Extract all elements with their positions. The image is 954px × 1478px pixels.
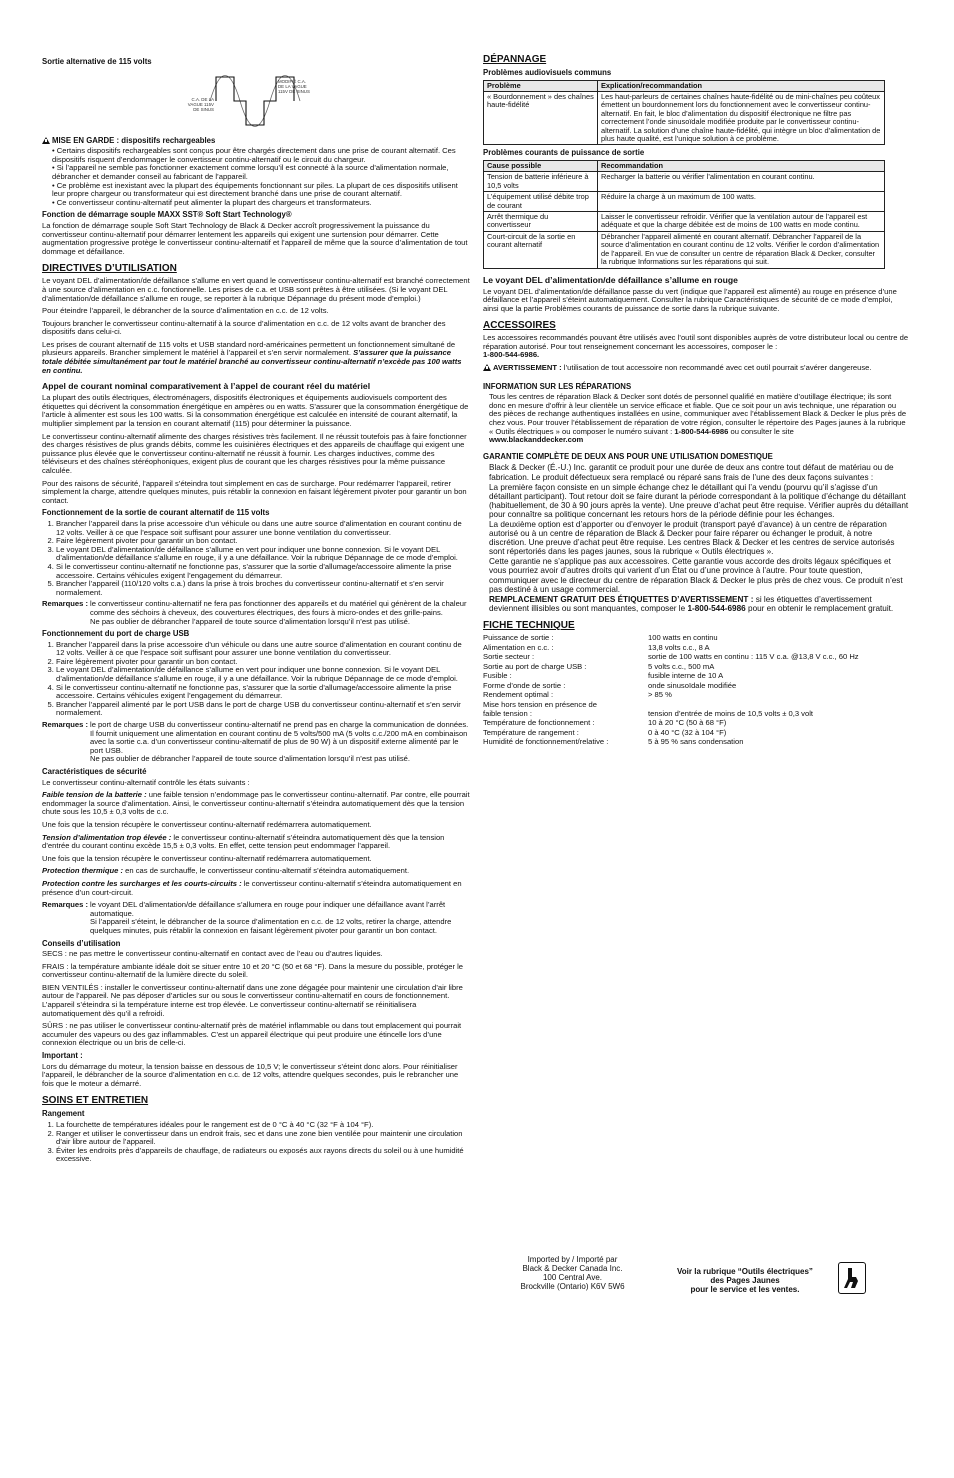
- remarques-label: Remarques :: [42, 720, 89, 730]
- list-item: 4. Si le convertisseur continu-alternatif ne fonctionne pas, s’assurer que la sortie d’allumage/accessoire alimente la prise accessoire. Certains véhicules exigent l’engagement du démarreur.: [56, 563, 470, 580]
- list-item: • Ce problème est inexistant avec la plupart des équipements fonctionnant sur piles. La plupart de ces dispositifs utilisent leur propre chargeur ou transformateur qui est directement branché dans une prise de courant alternatif.: [52, 182, 470, 199]
- paragraph: La première façon consiste en un simple échange chez le détaillant qui l’a vendu (pourvu qu’il s’agisse d’un détaillant participant). Tout retour doit se faire durant la période correspondant à la politique d’échange du détaillant (habituellement, de 30 à 90 jours après la vente). Une preuve d’achat peut être requise. Vérifier auprès du détaillant pour connaître sa politique concernant les retours hors de la période définie pour les échanges.: [489, 482, 909, 519]
- paragraph: Le convertisseur continu-alternatif alimente des charges résistives très facilement. Il ne réussit toutefois pas à faire fonctionner des charges résistives de plus grands débits, comme les cuisinières électriques et des appareils de chauffage qui exigent une puissance plus élevée que le convertisseur continu-alternatif ne réussit à fournir. Les charges inductives, comme des téléviseurs et des chaînes stéréophoniques, exigent plus de courant que les charges résistives pour la même puissance calculée.: [42, 431, 467, 475]
- importer-address: [505, 1255, 640, 1291]
- remark: Si l’appareil s’éteint, le débrancher de la source d’alimentation en c.c. de 12 volts, retirer la charge, attendre quelques minutes, puis rétablir la connexion en faisant légèrement pivoter pour garantir un bon contact.: [90, 917, 452, 935]
- spec-label: Température de rangement :: [483, 727, 579, 737]
- paragraph: BIEN VENTILÉS : installer le convertisseur continu-alternatif dans une zone dégagée pour maintenir une circulation d’air libre autour de l’appareil. Ne pas déposer d’articles sur ou sous le convertisseur continu-alternatif en cours de fonctionnement. L’appareil s’éteindra si la température interne est trop élevée. Le convertisseur continu-alternatif se réinitialisera automatiquement dès qu’il a refroidi.: [42, 982, 463, 1018]
- paragraph: Black & Decker (É.-U.) Inc. garantit ce produit pour une durée de deux ans contre tout défaut de matériau ou de fabrication. Le produit défectueux sera remplacé ou réparé sans frais de l’une des deux façons suivantes :: [489, 463, 894, 482]
- footer: [505, 1255, 915, 1301]
- paragraph: Les prises de courant alternatif de 115 volts et USB standard nord-américaines permettent un fonctionnement simultané de plusieurs appareils. Brancher simplement le matériel à l’appareil et s’en servir normalement. S’assurer que la puissance totale débitée simultanément par tout le matériel branché au convertisseur continu-alternatif n’excède pas 100 watts en continu.: [42, 339, 462, 375]
- appel-title: Appel de courant nominal comparativement à l’appel de courant réel du matériel: [42, 381, 371, 392]
- table-cell: Réduire la charge à un maximum de 100 watts.: [598, 192, 885, 212]
- list-item: 2. Ranger et utiliser le convertisseur dans un endroit frais, sec et dans une zone bien ventilée pour maintenir une circulation d’air libre autour de l’appareil.: [56, 1130, 470, 1147]
- spec-label: Température de fonctionnement :: [483, 718, 595, 728]
- spec-value: 0 à 40 °C (32 à 104 °F): [648, 727, 727, 737]
- mise-en-garde-title: MISE EN GARDE : dispositifs rechargeables: [42, 137, 470, 146]
- yellow-pages-walking-fingers-icon: [838, 1262, 866, 1294]
- paragraph: SECS : ne pas mettre le convertisseur continu-alternatif en contact avec de l’eau ou d’autres liquides.: [42, 949, 383, 959]
- table-cell: L’équipement utilisé débite trop de courant: [484, 192, 598, 212]
- paragraph: Toujours brancher le convertisseur continu-alternatif à la source d’alimentation en c.c. de 12 volts avant de brancher des dispositifs dans celui-ci.: [42, 318, 446, 337]
- directives-title: DIRECTIVES D’UTILISATION: [42, 263, 177, 275]
- yellow-pages-note: [650, 1267, 840, 1294]
- wave-label-sine: C.A. DE LA VAGUE 115V DE SINUS: [187, 96, 214, 112]
- accessoires-title: ACCESSOIRES: [483, 320, 556, 332]
- list-item: 4. Si le convertisseur continu-alternatif ne fonctionne pas, s’assurer que la sortie d’allumage/accessoire alimente la prise accessoire. Certains véhicules exigent l’engagement du démarreur.: [56, 684, 470, 701]
- right-column: [483, 54, 909, 747]
- table-row: [484, 92, 885, 145]
- table-row: [484, 192, 885, 212]
- waveform-diagram: [187, 71, 332, 131]
- list-item: 2. Faire légèrement pivoter pour garantir un bon contact.: [56, 537, 470, 546]
- note-line: pour le service et les ventes.: [690, 1285, 800, 1294]
- spec-label: Puissance de sortie :: [483, 632, 554, 642]
- spec-value: 100 watts en continu: [648, 632, 718, 642]
- audio-title: Problèmes audiovisuels communs: [483, 68, 612, 77]
- list-item: • Si l’appareil ne semble pas fonctionner exactement comme lorsqu’il est connecté à la source d’alimentation normale, débrancher et demander conseil au fabricant de l’appareil.: [52, 164, 470, 181]
- spec-value: 5 volts c.c., 500 mA: [648, 661, 715, 671]
- wave-label-modified: MODIFIÉ C.A. DE LA VAGUE 115V DE SINUS: [278, 78, 310, 94]
- usb-title: Fonctionnement du port de charge USB: [42, 629, 190, 639]
- table-cell: Laisser le convertisseur refroidir. Vérifier que la ventilation autour de l’appareil est adéquate et que la charge débitée est de moins de 100 watts en mode continu.: [598, 212, 885, 232]
- paragraph: Tous les centres de réparation Black & Decker sont dotés de personnel qualifié en matière d’outillage électrique; ils sont donc en mesure d’offrir à leur clientèle un service efficace et fiable. Que ce soit pour un avis technique, une réparation ou des pièces de rechange authentiques installées en usine, communiquer avec l’établissement Black & Decker le plus près de chez vous. Pour trouver l’établissement de réparation de votre région, consulter le répertoire des Pages jaunes à la rubrique « Outils électriques » ou composer le numéro suivant : 1-800-544-6986 ou consulter le site www.blackanddecker.com: [489, 392, 907, 445]
- table-header: Explication/recommandation: [598, 80, 885, 91]
- spec-label: Mise hors tension en présence de faible tension :: [483, 700, 597, 718]
- info-title: INFORMATION SUR LES RÉPARATIONS: [483, 381, 632, 391]
- voyant-title: Le voyant DEL d’alimentation/de défaillance s’allume en rouge: [483, 274, 738, 285]
- paragraph: AVERTISSEMENT : l’utilisation de tout accessoire non recommandé avec cet outil pourrait s’avérer dangereuse.: [483, 364, 909, 373]
- list-item: 3. Éviter les endroits près d’appareils de chauffage, de radiateurs ou exposés aux rayons directs du soleil ou à une humidité excessive.: [56, 1147, 470, 1164]
- paragraph: Une fois que la tension récupère le convertisseur continu-alternatif redémarrera automatiquement.: [42, 819, 372, 829]
- list-item: 1. Brancher l’appareil dans la prise accessoire d’un véhicule ou dans une autre source d’alimentation en courant continu de 12 volts. Veiller à ce que l’espace soit suffisant pour assurer une bonne ventilation du convertisseur.: [56, 641, 470, 658]
- note-line: Voir la rubrique “Outils électriques”: [677, 1267, 813, 1276]
- paragraph: Faible tension de la batterie : une faible tension n’endommage pas le convertisseur continu-alternatif. Par contre, elle pourrait endommager la source d’alimentation. Ainsi, le convertisseur continu-alternatif s’éteindra automatiquement dès que la tension chute sous les 10,5 ± 0,3 volts de c.c.: [42, 790, 470, 817]
- list-item: 1. Brancher l’appareil dans la prise accessoire d’un véhicule ou dans une autre source d’alimentation en courant continu de 12 volts. Veiller à ce que l’espace soit suffisant pour assurer une bonne ventilation du convertisseur.: [56, 520, 470, 537]
- paragraph: La deuxième option est d’apporter ou d’envoyer le produit (transport payé d’avance) à un centre de réparation autorisé ou à un centre de réparation de Black & Decker pour faire réparer ou échanger le produit, à notre discrétion. Une preuve d’achat peut être requise. Les centres Black & Decker et les centres de service autorisés sont répertoriés dans les pages jaunes, sous la rubrique « Outils électriques ».: [489, 519, 895, 557]
- conseils-title: Conseils d’utilisation: [42, 938, 121, 948]
- remark: le convertisseur continu-alternatif ne fera pas fonctionner des appareils et du matériel qui génèrent de la chaleur comme des séchoirs à cheveux, des couvertures électriques, des fours à micro-ondes et des grille-pains.: [90, 599, 467, 617]
- sine-wave-graphic: [202, 71, 332, 131]
- spec-label: Alimentation en c.c. :: [483, 642, 554, 652]
- remark: le voyant DEL d’alimentation/de défaillance s’allumera en rouge pour indiquer une défaillance avant l’arrêt automatique.: [90, 900, 446, 918]
- soft-start-title: Fonction de démarrage souple MAXX SST® Soft Start Technology®: [42, 210, 292, 220]
- paragraph: Le voyant DEL d’alimentation/de défaillance s’allume en vert quand le convertisseur continu-alternatif est branché correctement à une source d’alimentation en c.c. fonctionnelle. Les prises de c.a. et USB sont prêtes à être utilisées. (Si le voyant DEL d’alimentation/de défaillance s’allume en rouge, se reporter à la rubrique Dépannage du présent mode d’emploi.): [42, 276, 470, 303]
- left-column: [42, 54, 470, 1167]
- remarques-label: Remarques :: [42, 599, 89, 609]
- spec-label: Humidité de fonctionnement/relative :: [483, 737, 609, 747]
- list-item: • Ce convertisseur continu-alternatif peut alimenter la plupart des chargeurs et transformateurs.: [52, 199, 470, 208]
- table-cell: Recharger la batterie ou vérifier l’alimentation en courant continu.: [598, 172, 885, 192]
- warning-triangle-icon: [483, 364, 491, 371]
- important-title: Important :: [42, 1051, 83, 1061]
- address-line: Imported by / Importé par: [527, 1255, 618, 1264]
- remark: Ne pas oublier de débrancher l’appareil de toute source d’alimentation lorsqu’il n’est pas utilisé.: [90, 616, 410, 626]
- sortie-title: Sortie alternative de 115 volts: [42, 57, 152, 66]
- rangement-steps: [42, 1121, 470, 1164]
- paragraph: FRAIS : la température ambiante idéale doit se situer entre 10 et 20 °C (50 et 68 °F). Dans la mesure du possible, protéger le convertisseur continu-alternatif de la lumière directe du soleil.: [42, 961, 463, 980]
- list-item: 1. La fourchette de températures idéales pour le rangement est de 0 °C à 40 °C (32 °F à 104 °F).: [56, 1121, 470, 1130]
- depannage-title: DÉPANNAGE: [483, 54, 547, 65]
- table-cell: « Bourdonnement » des chaînes haute-fidélité: [484, 92, 598, 145]
- table-cell: Court-circuit de la sortie en courant alternatif: [484, 231, 598, 268]
- address-line: Brockville (Ontario) K6V 5W6: [520, 1282, 625, 1291]
- fonct-115-title: Fonctionnement de la sortie de courant alternatif de 115 volts: [42, 508, 270, 518]
- paragraph: Tension d’alimentation trop élevée : le convertisseur continu-alternatif s’éteindra automatiquement dès que la tension d’entrée du courant continu excède 15,5 ± 0,3 volts. En effet, cette tension peut endommager l’appareil.: [42, 832, 445, 851]
- note-line: des Pages Jaunes: [710, 1276, 780, 1285]
- remark: Ne pas oublier de débrancher l’appareil de toute source d’alimentation lorsqu’il n’est pas utilisé.: [90, 754, 410, 764]
- list-item: 5. Brancher l’appareil (110/120 volts c.a.) dans la prise à trois broches du convertisseur continu-alternatif et s’en servir normalement.: [56, 580, 470, 597]
- spec-label: Forme d’onde de sortie :: [483, 680, 566, 690]
- list-item: 2. Faire légèrement pivoter pour garantir un bon contact.: [56, 658, 470, 667]
- fiche-title: FICHE TECHNIQUE: [483, 619, 575, 631]
- spec-value: fusible interne de 10 A: [648, 671, 724, 681]
- spec-label: Sortie au port de charge USB :: [483, 661, 587, 671]
- spec-value: tension d’entrée de moins de 10,5 volts ± 0,3 volt: [648, 708, 814, 718]
- remarques-block: [42, 600, 470, 626]
- soft-start-text: La fonction de démarrage souple Soft Start Technology de Black & Decker accroît progressivement la puissance du convertisseur continu-alternatif pour démarrer lentement les appareils qui exigent une surtension pour démarrer. Cette augmentation progressive protège le convertisseur continu-alternatif et l’appareil de même que la source d’alimentation de tout dommage et défaillance.: [42, 220, 468, 256]
- garantie-title: GARANTIE COMPLÈTE DE DEUX ANS POUR UNE UTILISATION DOMESTIQUE: [483, 451, 773, 461]
- soins-title: SOINS ET ENTRETIEN: [42, 1095, 149, 1107]
- table-row: [484, 212, 885, 232]
- paragraph: Les accessoires recommandés pouvant être utilisés avec l’outil sont disponibles auprès de votre distributeur local ou centre de réparation autorisé. Pour tout renseignement concernant les accessoires, composer le : 1-800-544-6986.: [483, 333, 909, 360]
- usb-steps: [42, 641, 470, 718]
- list-item: 3. Le voyant DEL d’alimentation/de défaillance s’allume en vert pour indiquer une bonne connexion. Si le voyant DEL d’alimentation/de défaillance s’allume en rouge, il y a une défaillance. Voir la rubrique Dépannage de ce mode d’emploi.: [56, 546, 470, 563]
- spec-label: Sortie secteur :: [483, 652, 535, 662]
- table-cell: Les haut-parleurs de certaines chaînes haute-fidélité ou de mini-chaînes peu coûteux émettent un bourdonnement lors du fonctionnement avec le convertisseur continu-alternatif. En fait, le bloc d’alimentation du dispositif électronique ne filtre pas correctement l’onde sinusoïdale modifiée produite par le convertisseur continu-alternatif. La solution d’une chaîne haute-fidélité, qui intègre un bloc d’alimentation de plus haute qualité, est l’unique solution à ce problème.: [598, 92, 885, 145]
- paragraph: Lors du démarrage du moteur, la tension baisse en dessous de 10,5 V; le convertisseur s’éteint donc alors. Pour réinitialiser l’appareil, le débrancher de la source d’alimentation en c.c. de 12 volts, attendre quelques secondes, puis le rebrancher une fois que le moteur a démarré.: [42, 1061, 459, 1088]
- table-row: [484, 172, 885, 192]
- table-header: Problème: [484, 80, 598, 91]
- spec-value: > 85 %: [648, 690, 672, 700]
- table-header-row: [484, 80, 885, 91]
- garantie-body: [483, 463, 909, 613]
- table-header: Recommandation: [598, 161, 885, 172]
- table-cell: Arrêt thermique du convertisseur: [484, 212, 598, 232]
- spec-value: onde sinusoïdale modifiée: [648, 680, 737, 690]
- paragraph: Le voyant DEL d’alimentation/de défaillance passe du vert (indique que l’appareil est alimenté) au rouge en présence d’une défaillance et l’appareil s’éteint automatiquement. Consulter la rubrique Caractéristiques de sécurité de ce mode d’emploi, ainsi que la partie Problèmes courants de puissance de sortie dans la rubrique suivante.: [483, 286, 897, 313]
- remarques-block: [42, 721, 470, 764]
- spec-value: sortie de 100 watts en continu : 115 V c.a. @13,8 V c.c., 60 Hz: [648, 652, 859, 662]
- list-item: • Certains dispositifs rechargeables sont conçus pour être chargés directement dans une prise de courant alternatif. Ces dispositifs risquent d’endommager le convertisseur continu-alternatif ou le circuit du chargeur.: [52, 147, 470, 164]
- spec-label: Fusible :: [483, 671, 512, 681]
- remark: le port de charge USB du convertisseur continu-alternatif ne prend pas en charge la communication de données. Il fournit uniquement une alimentation en courant continu de 5 volts/500 mA (5 volts c.c./200 mA en combinaison avec la sortie c.a. d’un convertisseur continu-alternatif de plus de 90 W) à un dispositif externe alimenté par le port USB.: [90, 720, 469, 755]
- paragraph: REMPLACEMENT GRATUIT DES ÉTIQUETTES D’AVERTISSEMENT : si les étiquettes d’avertissement deviennent illisibles ou sont manquantes, composer le 1-800-544-6986 pour en obtenir le remplacement gratuit.: [489, 594, 894, 613]
- table-header-row: [484, 161, 885, 172]
- address-line: Black & Decker Canada Inc.: [522, 1264, 623, 1273]
- securite-title: Caractéristiques de sécurité: [42, 767, 147, 776]
- table-cell: Débrancher l’appareil alimenté en courant alternatif. Débrancher l’appareil de la source d’alimentation en courant continu de 12 volts. Vérifier le cordon d’alimentation de l’appareil. En vue de consulter un centre de réparation Black & Decker, consulter la rubrique Informations sur les réparations qui suit.: [598, 231, 885, 268]
- remarques-label: Remarques :: [42, 900, 89, 910]
- list-item: 5. Brancher l’appareil alimenté par le port USB dans le port de charge USB du convertisseur continu-alternatif et s’en servir normalement.: [56, 701, 470, 718]
- spec-label: Rendement optimal :: [483, 690, 554, 700]
- address-line: 100 Central Ave.: [542, 1273, 602, 1282]
- fiche-technique-table: [483, 634, 909, 747]
- spec-value: 5 à 95 % sans condensation: [648, 737, 744, 747]
- table-row: [484, 231, 885, 268]
- paragraph: SÛRS : ne pas utiliser le convertisseur continu-alternatif près de matériel inflammable ou dans tout emplacement qui pourrait accumuler des vapeurs ou des gaz inflammables. C’est un appareil électrique qui peut produire une étincelle lors d’une connexion électrique ou un bris de celle-ci.: [42, 1021, 462, 1048]
- rangement-title: Rangement: [42, 1109, 85, 1119]
- paragraph: La plupart des outils électriques, électroménagers, dispositifs électroniques et équipements audiovisuels comportent des étiquettes qui décrivent la consommation énergétique en ampères ou en watts. S’assurer que la consommation énergétique de l’article à alimenter est sous les 100 watts. Si la consommation énergétique est calculée en intensité de courant alternatif, la multiplier simplement par la tension en courant alternatif (115) pour déterminer la puissance.: [42, 393, 469, 429]
- remarques-block: [42, 901, 470, 935]
- paragraph: Une fois que la tension récupère le convertisseur continu-alternatif redémarrera automatiquement.: [42, 853, 372, 863]
- table-cell: Tension de batterie inférieure à 10,5 volts: [484, 172, 598, 192]
- warning-triangle-icon: [42, 137, 50, 144]
- paragraph: Protection thermique : en cas de surchauffe, le convertisseur continu-alternatif s’éteindra automatiquement.: [42, 866, 410, 876]
- mise-en-garde-list: [42, 147, 470, 207]
- paragraph: Protection contre les surcharges et les courts-circuits : le convertisseur continu-alternatif s’éteindra automatiquement en présence d’un court-circuit.: [42, 878, 462, 897]
- paragraph: Le convertisseur continu-alternatif contrôle les états suivants :: [42, 777, 250, 787]
- courants-title: Problèmes courants de puissance de sortie: [483, 148, 645, 158]
- list-item: 3. Le voyant DEL d’alimentation/de défaillance s’allume en vert pour indiquer une bonne connexion. Si le voyant DEL d’alimentation/de défaillance s’allume en rouge, il y a une défaillance. Voir la rubrique Dépannage de ce mode d’emploi.: [56, 666, 470, 683]
- fonct-115-steps: [42, 520, 470, 597]
- table-header: Cause possible: [484, 161, 598, 172]
- paragraph: Cette garantie ne s’applique pas aux accessoires. Cette garantie vous accorde des droits légaux spécifiques et vous pourriez avoir d’autres droits qui varient d’un État ou d’une province à l’autre. Pour toute question, communiquer avec le directeur du centre de réparation Black & Decker le plus près de chez vous. Ce produit n’est pas destiné à un usage commercial.: [489, 557, 903, 594]
- spec-value: 10 à 20 °C (50 à 68 °F): [648, 718, 727, 728]
- courants-table: [483, 160, 885, 268]
- audio-table: [483, 80, 885, 146]
- paragraph: Pour éteindre l’appareil, le débrancher de la source d’alimentation en c.c. de 12 volts.: [42, 306, 329, 316]
- paragraph: Pour des raisons de sécurité, l’appareil s’éteindra tout simplement en cas de surcharge. Pour redémarrer l’appareil, retirer simplement la charge, attendre quelques minutes, puis rétablir la connexion en faisant légèrement pivoter pour garantir un bon contact.: [42, 478, 467, 505]
- spec-value: 13,8 volts c.c., 8 A: [648, 642, 710, 652]
